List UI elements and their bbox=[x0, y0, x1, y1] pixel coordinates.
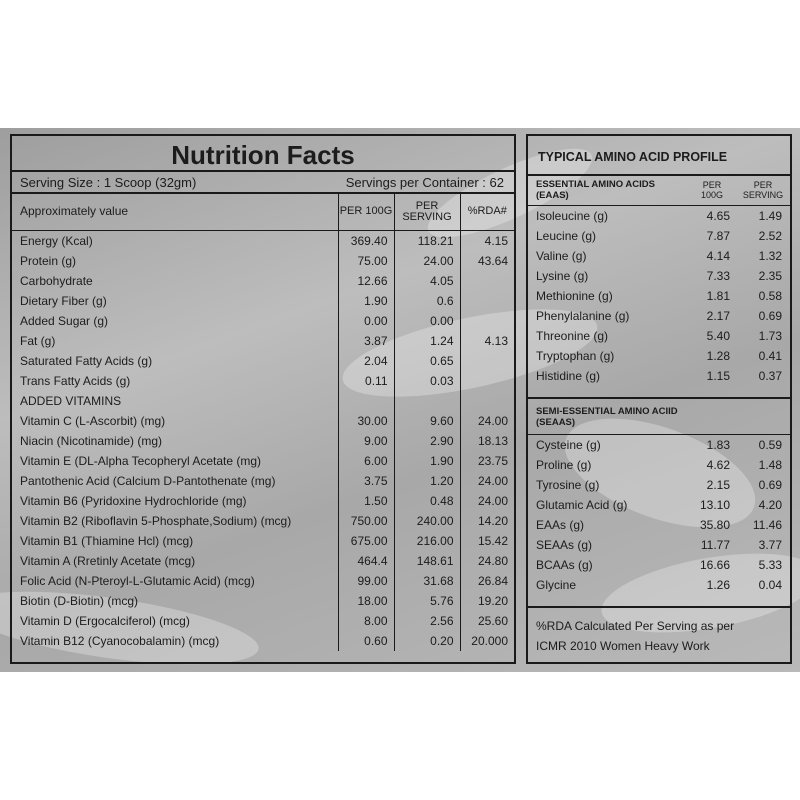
nutrient-per-serving: 4.05 bbox=[394, 271, 460, 291]
nutrient-name: Vitamin B2 (Riboflavin 5-Phosphate,Sodium) (mcg) bbox=[20, 513, 292, 528]
nutrient-per-100g: 3.87 bbox=[338, 331, 394, 351]
nutrient-per-serving: 0.20 bbox=[394, 631, 460, 651]
nutrient-rda: 4.13 bbox=[460, 331, 514, 351]
nutrient-per-100g: 30.00 bbox=[338, 411, 394, 431]
nutrient-per-100g: 9.00 bbox=[338, 431, 394, 451]
table-row bbox=[12, 351, 514, 371]
nutrient-per-100g: 3.75 bbox=[338, 471, 394, 491]
table-row bbox=[12, 611, 514, 631]
table-row bbox=[528, 475, 790, 495]
semi-essential-amino-table bbox=[528, 435, 790, 595]
header-per-100g: PER 100G bbox=[338, 194, 394, 230]
essential-amino-heading: ESSENTIAL AMINO ACIDS (EAAS) bbox=[536, 179, 655, 201]
semi-essential-amino-section bbox=[528, 403, 790, 595]
nutrient-rda bbox=[460, 311, 514, 331]
nutrition-table-header bbox=[12, 194, 514, 230]
table-row bbox=[12, 631, 514, 651]
amino-per-serving: 0.37 bbox=[758, 369, 782, 383]
nutrient-per-serving: 0.00 bbox=[394, 311, 460, 331]
nutrient-per-100g: 18.00 bbox=[338, 591, 394, 611]
nutrient-name: Energy (Kcal) bbox=[20, 233, 93, 248]
amino-acid-name: Threonine (g) bbox=[536, 329, 609, 343]
table-row bbox=[528, 555, 790, 575]
nutrient-rda: 23.75 bbox=[460, 451, 514, 471]
nutrient-per-serving: 2.56 bbox=[394, 611, 460, 631]
amino-per-serving: 0.69 bbox=[758, 309, 782, 323]
amino-per-serving: 0.59 bbox=[758, 438, 782, 452]
nutrient-rda: 24.00 bbox=[460, 491, 514, 511]
nutrient-per-serving: 148.61 bbox=[394, 551, 460, 571]
amino-per-100g: 4.14 bbox=[706, 249, 730, 263]
nutrient-per-100g: 1.90 bbox=[338, 291, 394, 311]
nutrient-per-serving: 9.60 bbox=[394, 411, 460, 431]
table-row bbox=[528, 246, 790, 266]
nutrient-rda: 18.13 bbox=[460, 431, 514, 451]
nutrient-per-serving: 24.00 bbox=[394, 251, 460, 271]
table-row bbox=[12, 491, 514, 511]
amino-acid-name: BCAAs (g) bbox=[536, 558, 593, 572]
header-approx-value: Approximately value bbox=[12, 194, 338, 230]
nutrient-name: Vitamin A (Rretinly Acetate (mcg) bbox=[20, 553, 196, 568]
nutrient-name: Vitamin B6 (Pyridoxine Hydrochloride (mg) bbox=[20, 493, 247, 508]
table-row bbox=[528, 535, 790, 555]
header-per-serving: PER SERVING bbox=[394, 194, 460, 230]
amino-acid-name: Cysteine (g) bbox=[536, 438, 601, 452]
table-row bbox=[12, 531, 514, 551]
amino-per-serving: 0.58 bbox=[758, 289, 782, 303]
nutrient-per-serving: 2.90 bbox=[394, 431, 460, 451]
rda-footnote-line: ICMR 2010 Women Heavy Work bbox=[536, 639, 710, 653]
nutrient-rda: 26.84 bbox=[460, 571, 514, 591]
table-row bbox=[12, 411, 514, 431]
amino-acid-name: Methionine (g) bbox=[536, 289, 613, 303]
amino-per-serving: 4.20 bbox=[758, 498, 782, 512]
table-row bbox=[12, 251, 514, 271]
rda-footnote bbox=[528, 616, 790, 656]
nutrient-name: ADDED VITAMINS bbox=[20, 393, 122, 408]
nutrient-rda bbox=[460, 371, 514, 391]
servings-per-container: Servings per Container : 62 bbox=[345, 175, 504, 190]
nutrient-rda: 4.15 bbox=[460, 230, 514, 251]
nutrient-rda: 24.00 bbox=[460, 411, 514, 431]
table-row bbox=[528, 575, 790, 595]
table-row bbox=[12, 391, 514, 411]
nutrient-per-serving: 5.76 bbox=[394, 591, 460, 611]
nutrient-per-100g: 2.04 bbox=[338, 351, 394, 371]
nutrient-per-serving: 0.6 bbox=[394, 291, 460, 311]
table-row bbox=[12, 451, 514, 471]
essential-amino-section bbox=[528, 176, 790, 386]
amino-acid-panel bbox=[526, 134, 792, 664]
nutrition-facts-title: Nutrition Facts bbox=[12, 136, 514, 172]
table-row bbox=[12, 431, 514, 451]
amino-per-serving: 11.46 bbox=[752, 518, 782, 532]
nutrient-per-100g: 0.11 bbox=[338, 371, 394, 391]
nutrient-per-serving: 0.03 bbox=[394, 371, 460, 391]
serving-size: Serving Size : 1 Scoop (32gm) bbox=[20, 175, 197, 190]
header-per-serving: PER SERVING bbox=[742, 180, 784, 200]
table-row bbox=[528, 346, 790, 366]
nutrient-name: Vitamin D (Ergocalciferol) (mcg) bbox=[20, 613, 190, 628]
table-row bbox=[528, 306, 790, 326]
amino-acid-name: Leucine (g) bbox=[536, 229, 597, 243]
table-row bbox=[528, 266, 790, 286]
amino-per-100g: 5.40 bbox=[706, 329, 730, 343]
amino-per-serving: 1.48 bbox=[758, 458, 782, 472]
amino-per-100g: 2.15 bbox=[706, 478, 730, 492]
nutrient-per-serving: 0.65 bbox=[394, 351, 460, 371]
table-row bbox=[528, 515, 790, 535]
nutrient-per-100g: 12.66 bbox=[338, 271, 394, 291]
nutrient-rda: 14.20 bbox=[460, 511, 514, 531]
amino-acid-name: Histidine (g) bbox=[536, 369, 601, 383]
nutrient-per-serving bbox=[394, 391, 460, 411]
nutrient-name: Vitamin E (DL-Alpha Tecopheryl Acetate (mg) bbox=[20, 453, 262, 468]
semi-essential-amino-heading: SEMI-ESSENTIAL AMINO ACIID (SEAAS) bbox=[536, 406, 678, 428]
nutrient-per-100g: 675.00 bbox=[338, 531, 394, 551]
nutrient-rda bbox=[460, 271, 514, 291]
nutrient-name: Added Sugar (g) bbox=[20, 313, 109, 328]
essential-amino-table bbox=[528, 206, 790, 386]
nutrition-label bbox=[0, 128, 800, 672]
nutrient-per-100g: 464.4 bbox=[338, 551, 394, 571]
table-row bbox=[12, 230, 514, 251]
nutrient-name: Vitamin B1 (Thiamine Hcl) (mcg) bbox=[20, 533, 194, 548]
nutrient-rda: 24.00 bbox=[460, 471, 514, 491]
nutrient-name: Biotin (D-Biotin) (mcg) bbox=[20, 593, 139, 608]
nutrient-rda: 15.42 bbox=[460, 531, 514, 551]
amino-acid-name: SEAAs (g) bbox=[536, 538, 593, 552]
table-row bbox=[12, 591, 514, 611]
nutrient-per-serving: 0.48 bbox=[394, 491, 460, 511]
amino-per-serving: 1.73 bbox=[758, 329, 782, 343]
rda-footnote-line: %RDA Calculated Per Serving as per bbox=[536, 619, 735, 633]
nutrient-per-serving: 1.20 bbox=[394, 471, 460, 491]
table-row bbox=[12, 571, 514, 591]
amino-per-100g: 1.15 bbox=[706, 369, 730, 383]
nutrient-rda: 20.000 bbox=[460, 631, 514, 651]
header-rda: %RDA# bbox=[460, 194, 514, 230]
amino-acid-name: Lysine (g) bbox=[536, 269, 589, 283]
amino-acid-name: Glutamic Acid (g) bbox=[536, 498, 628, 512]
essential-amino-header bbox=[528, 176, 790, 206]
nutrient-name: Folic Acid (N-Pteroyl-L-Glutamic Acid) (mcg) bbox=[20, 573, 255, 588]
amino-per-100g: 1.83 bbox=[706, 438, 730, 452]
header-per-100g: PER 100G bbox=[700, 180, 724, 200]
amino-per-serving: 3.77 bbox=[758, 538, 782, 552]
table-row bbox=[528, 435, 790, 455]
nutrient-per-serving: 1.24 bbox=[394, 331, 460, 351]
nutrient-name: Saturated Fatty Acids (g) bbox=[20, 353, 153, 368]
amino-per-100g: 7.33 bbox=[706, 269, 730, 283]
section-divider bbox=[528, 397, 790, 399]
amino-per-serving: 0.41 bbox=[758, 349, 782, 363]
amino-per-100g: 13.10 bbox=[699, 498, 730, 512]
nutrient-per-serving: 1.90 bbox=[394, 451, 460, 471]
nutrient-name: Vitamin B12 (Cyanocobalamin) (mcg) bbox=[20, 633, 220, 648]
nutrient-per-100g: 75.00 bbox=[338, 251, 394, 271]
amino-per-100g: 35.80 bbox=[699, 518, 730, 532]
table-row bbox=[12, 311, 514, 331]
table-row bbox=[12, 291, 514, 311]
amino-acid-name: Glycine bbox=[536, 578, 577, 592]
table-row bbox=[528, 226, 790, 246]
nutrient-rda: 24.80 bbox=[460, 551, 514, 571]
nutrient-per-100g: 369.40 bbox=[338, 230, 394, 251]
nutrient-per-100g: 99.00 bbox=[338, 571, 394, 591]
nutrient-rda bbox=[460, 351, 514, 371]
amino-per-100g: 1.28 bbox=[706, 349, 730, 363]
nutrient-name: Fat (g) bbox=[20, 333, 56, 348]
amino-per-serving: 0.69 bbox=[758, 478, 782, 492]
amino-per-serving: 2.52 bbox=[758, 229, 782, 243]
nutrient-name: Dietary Fiber (g) bbox=[20, 293, 107, 308]
nutrient-rda bbox=[460, 391, 514, 411]
amino-per-100g: 7.87 bbox=[706, 229, 730, 243]
table-row bbox=[12, 511, 514, 531]
nutrient-name: Protein (g) bbox=[20, 253, 77, 268]
nutrient-rda: 19.20 bbox=[460, 591, 514, 611]
amino-per-100g: 4.62 bbox=[706, 458, 730, 472]
nutrient-per-100g: 0.00 bbox=[338, 311, 394, 331]
amino-acid-name: Valine (g) bbox=[536, 249, 587, 263]
table-row bbox=[12, 331, 514, 351]
amino-acid-name: Phenylalanine (g) bbox=[536, 309, 630, 323]
amino-acid-name: Tyrosine (g) bbox=[536, 478, 600, 492]
amino-per-serving: 1.32 bbox=[758, 249, 782, 263]
table-row bbox=[528, 366, 790, 386]
section-divider bbox=[528, 606, 790, 608]
nutrient-rda: 43.64 bbox=[460, 251, 514, 271]
nutrient-per-100g: 6.00 bbox=[338, 451, 394, 471]
table-row bbox=[528, 455, 790, 475]
amino-per-serving: 5.33 bbox=[758, 558, 782, 572]
nutrient-rda bbox=[460, 291, 514, 311]
amino-per-serving: 0.04 bbox=[758, 578, 782, 592]
nutrition-facts-panel bbox=[10, 134, 516, 664]
table-row bbox=[528, 206, 790, 226]
amino-per-100g: 4.65 bbox=[706, 209, 730, 223]
table-row bbox=[528, 495, 790, 515]
nutrient-name: Pantothenic Acid (Calcium D-Pantothenate (mg) bbox=[20, 473, 276, 488]
amino-acid-title: TYPICAL AMINO ACID PROFILE bbox=[528, 136, 790, 176]
amino-per-100g: 11.77 bbox=[700, 538, 730, 552]
amino-acid-name: EAAs (g) bbox=[536, 518, 585, 532]
nutrient-name: Vitamin C (L-Ascorbit) (mg) bbox=[20, 413, 166, 428]
nutrient-name: Carbohydrate bbox=[20, 273, 93, 288]
amino-acid-name: Isoleucine (g) bbox=[536, 209, 609, 223]
amino-acid-name: Tryptophan (g) bbox=[536, 349, 615, 363]
amino-per-serving: 2.35 bbox=[758, 269, 782, 283]
nutrient-rda: 25.60 bbox=[460, 611, 514, 631]
nutrient-per-serving: 216.00 bbox=[394, 531, 460, 551]
nutrient-per-100g: 0.60 bbox=[338, 631, 394, 651]
nutrient-per-100g: 750.00 bbox=[338, 511, 394, 531]
amino-per-100g: 1.81 bbox=[706, 289, 730, 303]
nutrient-per-serving: 240.00 bbox=[394, 511, 460, 531]
semi-essential-amino-header bbox=[528, 403, 790, 435]
nutrition-table bbox=[12, 194, 514, 651]
table-row bbox=[12, 551, 514, 571]
table-row bbox=[12, 371, 514, 391]
table-row bbox=[12, 271, 514, 291]
nutrient-name: Niacin (Nicotinamide) (mg) bbox=[20, 433, 163, 448]
table-row bbox=[12, 471, 514, 491]
serving-info bbox=[12, 172, 514, 194]
nutrient-per-serving: 118.21 bbox=[394, 230, 460, 251]
table-row bbox=[528, 286, 790, 306]
amino-per-100g: 2.17 bbox=[706, 309, 730, 323]
nutrient-name: Trans Fatty Acids (g) bbox=[20, 373, 131, 388]
table-row bbox=[528, 326, 790, 346]
nutrient-per-100g: 8.00 bbox=[338, 611, 394, 631]
amino-per-100g: 16.66 bbox=[699, 558, 730, 572]
nutrient-per-100g: 1.50 bbox=[338, 491, 394, 511]
nutrient-per-100g bbox=[338, 391, 394, 411]
amino-acid-name: Proline (g) bbox=[536, 458, 592, 472]
amino-per-serving: 1.49 bbox=[758, 209, 782, 223]
amino-per-100g: 1.26 bbox=[706, 578, 730, 592]
nutrient-per-serving: 31.68 bbox=[394, 571, 460, 591]
